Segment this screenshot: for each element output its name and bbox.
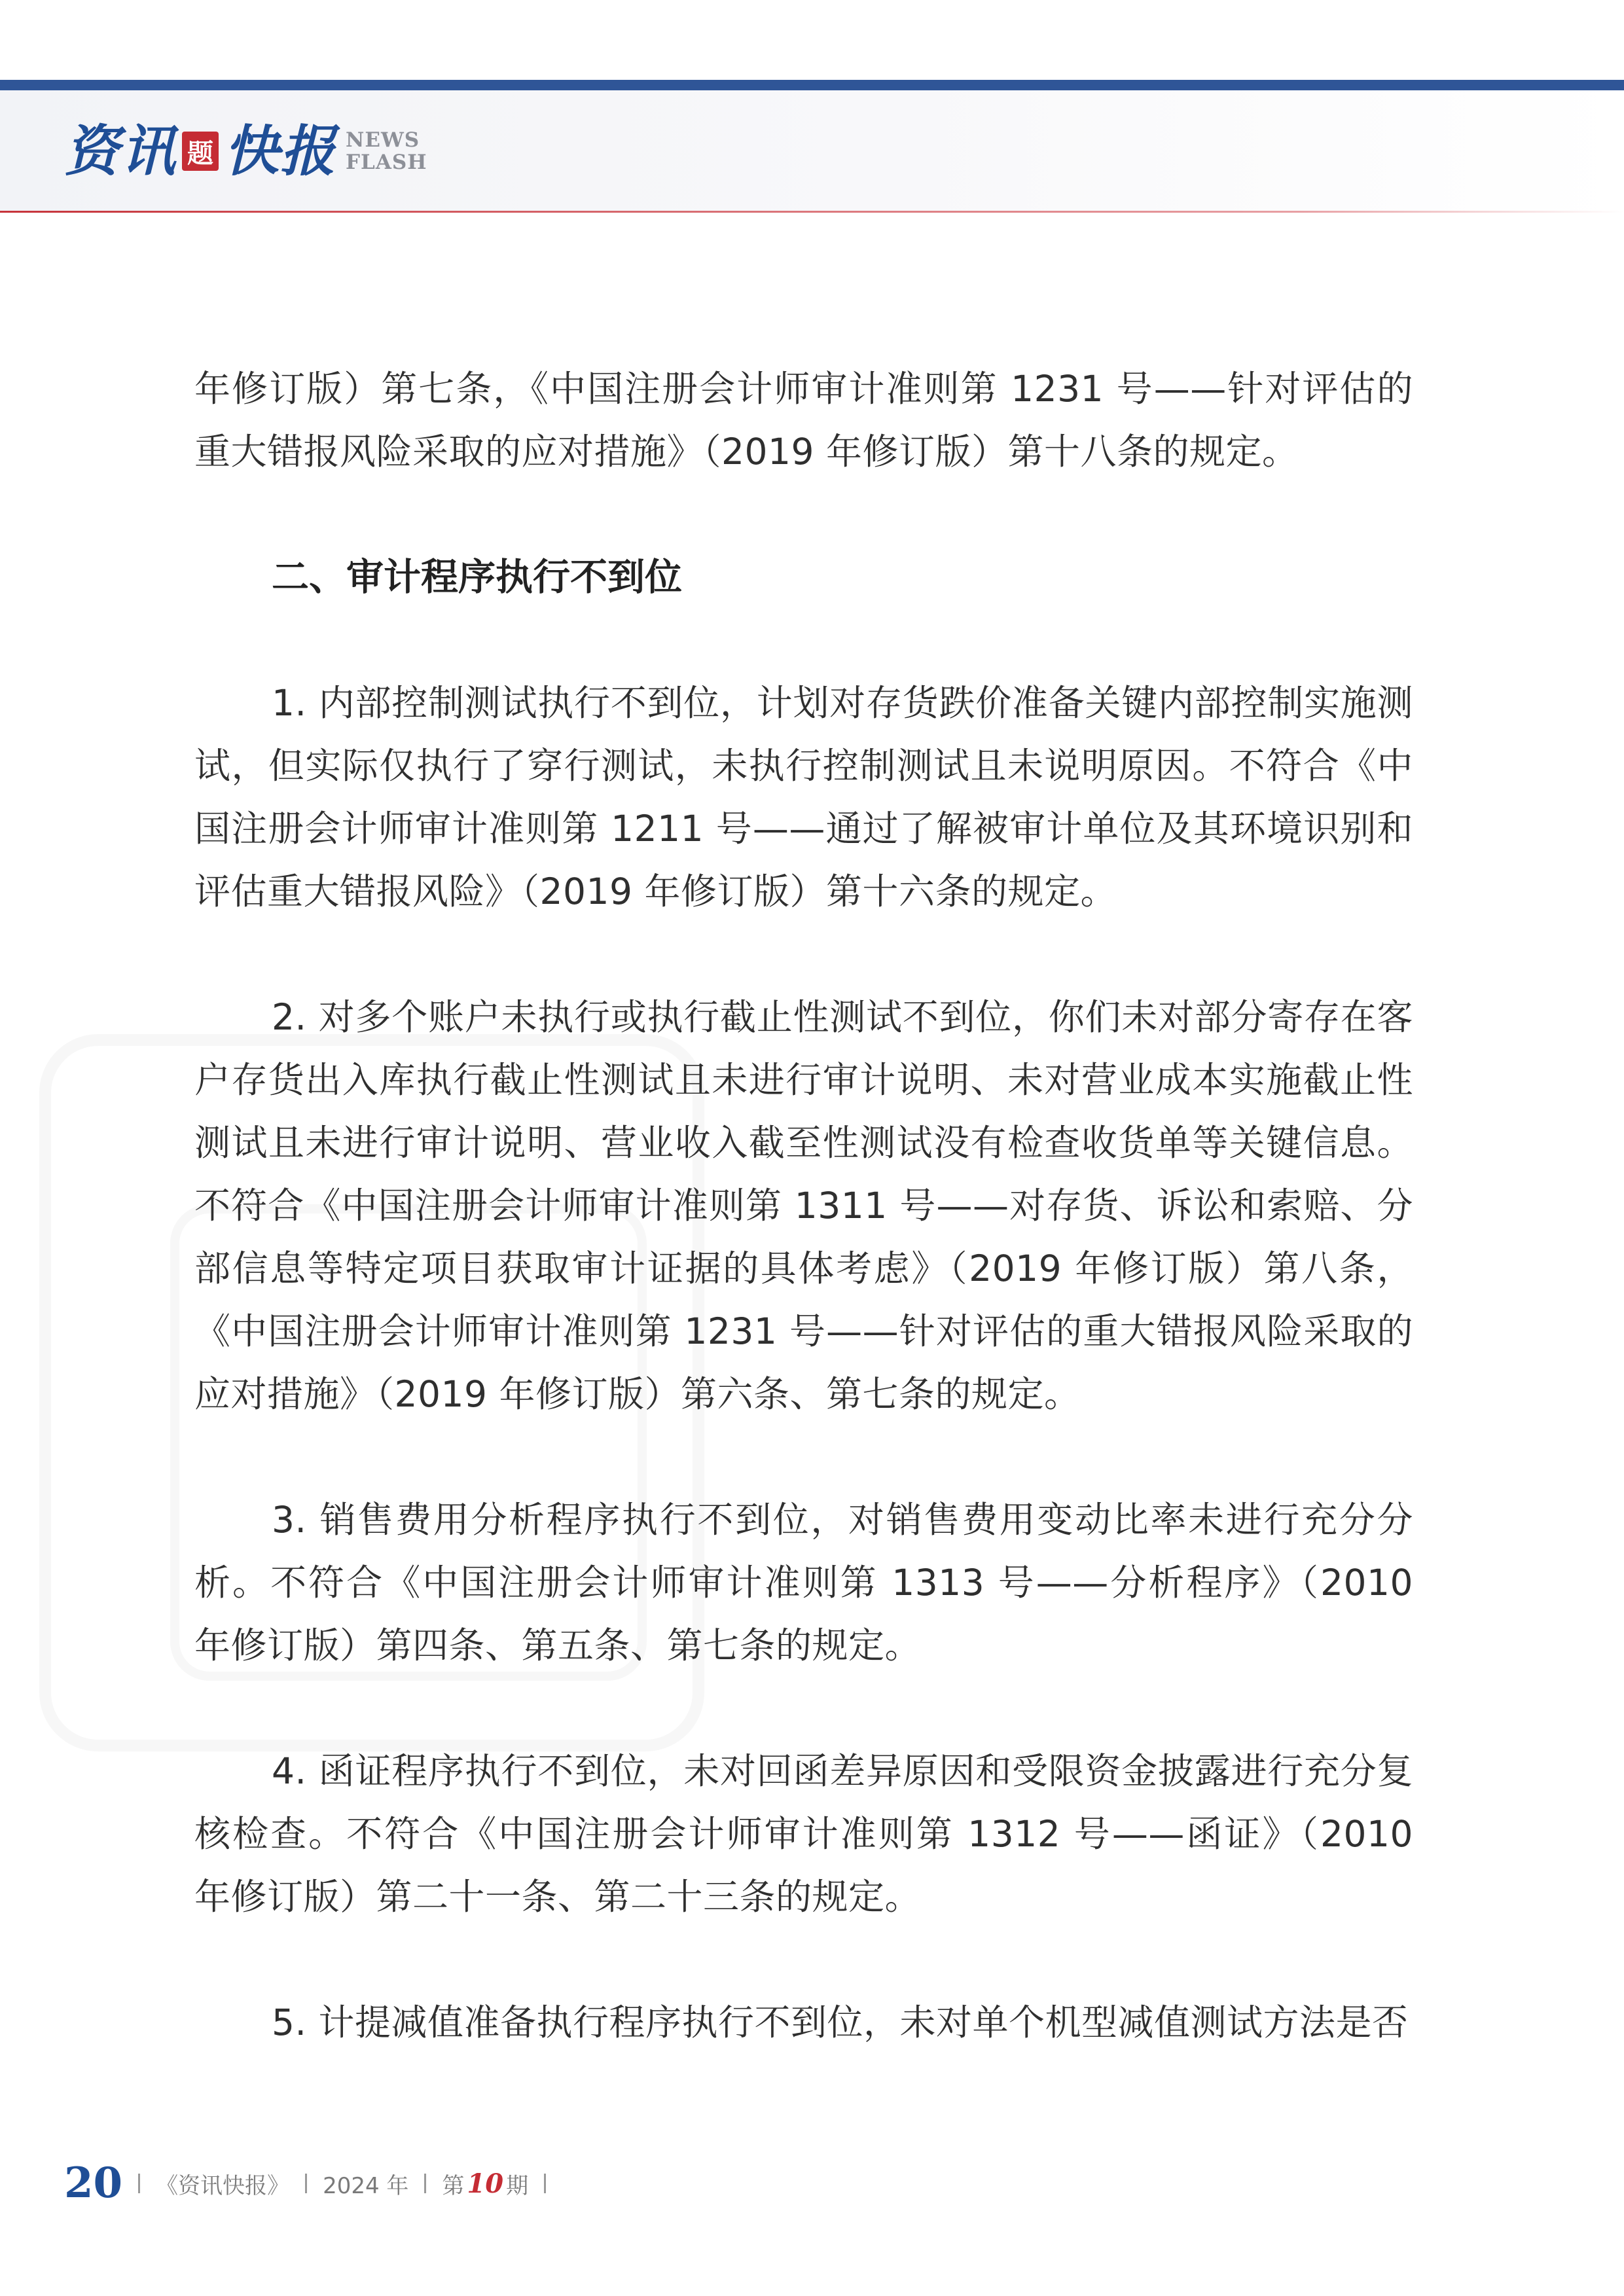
logo-title-right: 快报 bbox=[224, 118, 337, 183]
logo-seal-icon: 题 bbox=[182, 132, 219, 171]
logo-en-flash: FLASH bbox=[346, 151, 427, 174]
issue-prefix: 第 bbox=[442, 2172, 465, 2199]
header-top-bar bbox=[0, 80, 1624, 90]
page-number: 20 bbox=[64, 2159, 123, 2208]
paragraph-item-3: 3. 销售费用分析程序执行不到位，对销售费用变动比率未进行充分分析。不符合《中国注册会计师审计准则第 1313 号——分析程序》（2010 年修订版）第四条、第五条、第七条的规定。 bbox=[194, 1499, 1413, 1666]
logo-english bbox=[346, 129, 427, 173]
header-divider bbox=[0, 211, 1624, 213]
paragraph-item-2: 2. 对多个账户未执行或执行截止性测试不到位，你们未对部分寄存在客户存货出入库执行截止性测试且未进行审计说明、未对营业成本实施截止性测试且未进行审计说明、营业收入截至性测试没有检查收货单等关键信息。不符合《中国注册会计师审计准则第 1311 号——对存货、诉讼和索赔、分部信息等特定项目获取审计证据的具体考虑》（2019 年修订版）第八条，《中国注册会计师审计准则第 1231 号——针对评估的重大错报风险采取的应对措施》（2019 年修订版）第六条、第七条的规定。 bbox=[194, 996, 1413, 1415]
issue-number: 10 bbox=[467, 2168, 504, 2199]
publication-name: 《资讯快报》 bbox=[156, 2172, 290, 2199]
footer-separator bbox=[544, 2174, 546, 2193]
issue-suffix: 期 bbox=[506, 2172, 529, 2199]
logo-title-left: 资讯 bbox=[64, 118, 177, 183]
footer-separator bbox=[138, 2174, 140, 2193]
article-body bbox=[194, 357, 1413, 2054]
page-footer bbox=[64, 2157, 562, 2210]
footer-separator bbox=[305, 2174, 307, 2193]
publication-year: 2024 年 bbox=[323, 2172, 409, 2199]
section-heading: 二、审计程序执行不到位 bbox=[272, 556, 682, 599]
paragraph-continued: 年修订版）第七条，《中国注册会计师审计准则第 1231 号——针对评估的重大错报风险采取的应对措施》（2019 年修订版）第十八条的规定。 bbox=[194, 368, 1413, 473]
logo-en-news: NEWS bbox=[346, 128, 420, 152]
masthead-logo bbox=[64, 115, 427, 187]
paragraph-item-5: 5. 计提减值准备执行程序执行不到位，未对单个机型减值测试方法是否 bbox=[272, 2001, 1409, 2043]
paragraph-item-4: 4. 函证程序执行不到位，未对回函差异原因和受限资金披露进行充分复核检查。不符合《中国注册会计师审计准则第 1312 号——函证》（2010 年修订版）第二十一条、第二十三条的规定。 bbox=[194, 1750, 1413, 1918]
footer-separator bbox=[424, 2174, 426, 2193]
paragraph-item-1: 1. 内部控制测试执行不到位，计划对存货跌价准备关键内部控制实施测试，但实际仅执行了穿行测试，未执行控制测试且未说明原因。不符合《中国注册会计师审计准则第 1211 号——通过了解被审计单位及其环境识别和评估重大错报风险》（2019 年修订版）第十六条的规定。 bbox=[194, 682, 1413, 912]
